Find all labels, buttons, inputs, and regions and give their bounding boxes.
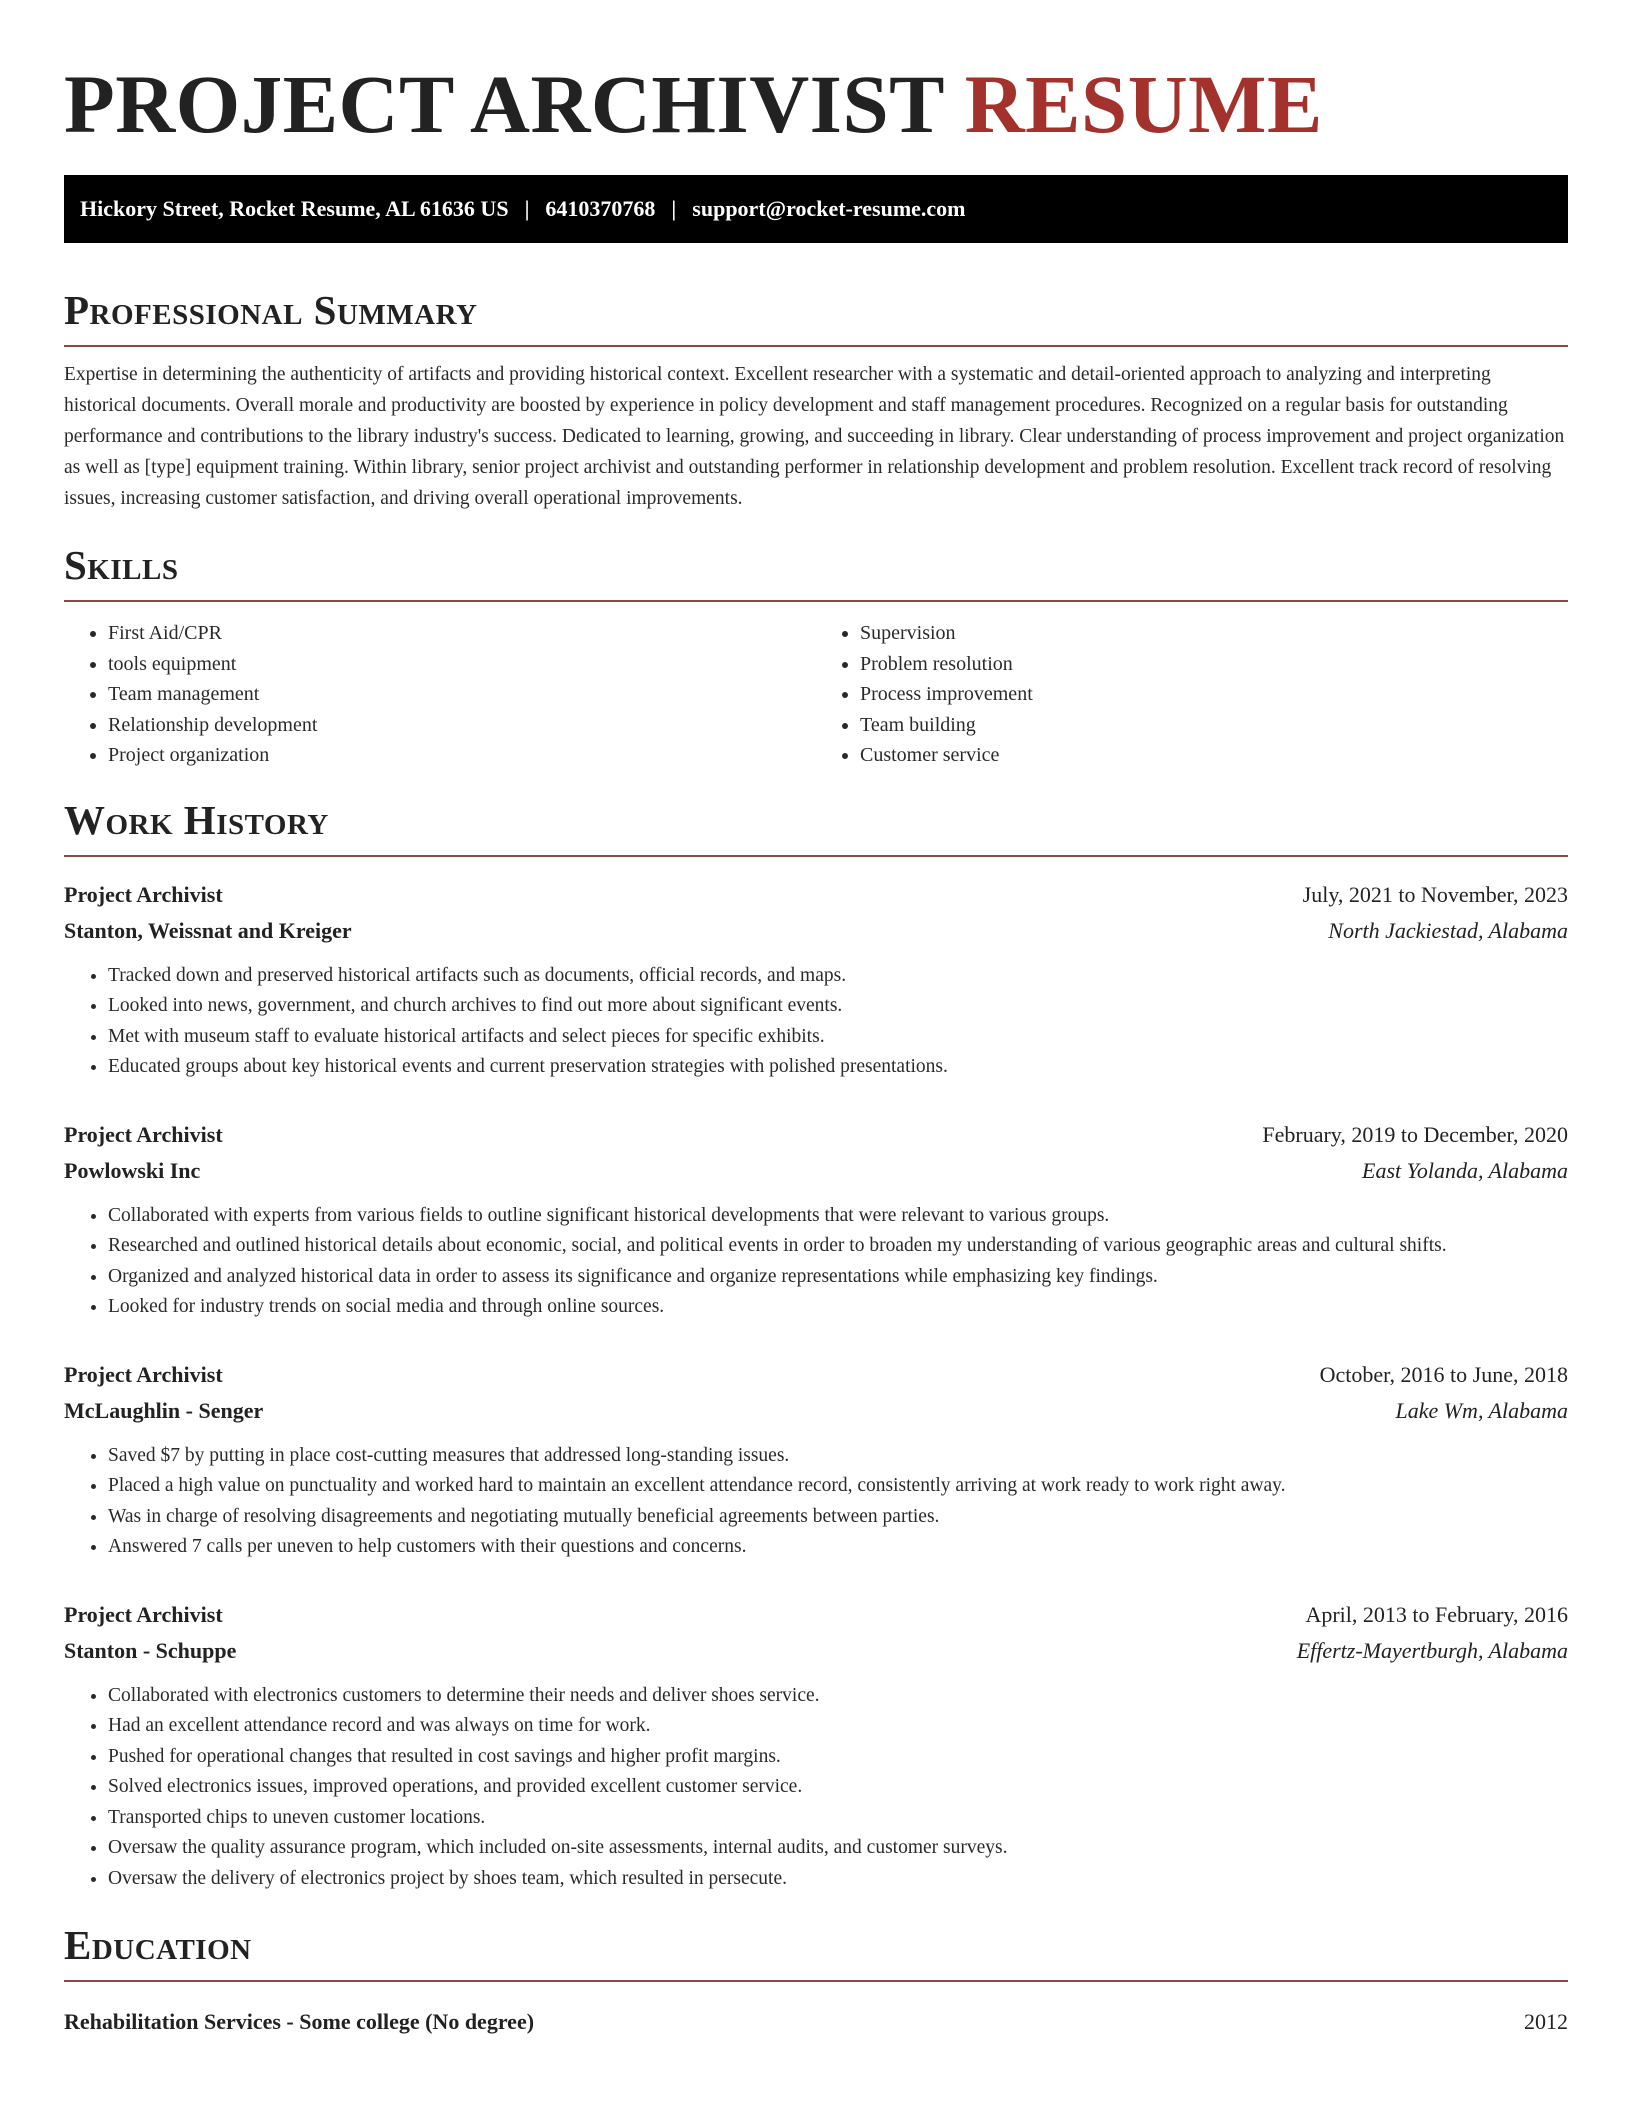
job-header-row [64,877,1568,913]
job-company-row [64,913,1568,949]
summary-text: Expertise in determining the authenticity of artifacts and providing historical context. Excellent researcher with a systematic and detail-oriented approach to analyzing and interpreting historical documents. Overall morale and productivity are boosted by experience in policy development and staff management procedures. Recognized on a regular basis for outstanding performance and contributions to the library industry's success. Dedicated to learning, growing, and succeeding in library. Clear understanding of process improvement and project organization as well as [type] equipment training. Within library, senior project archivist and outstanding performer in relationship development and problem resolution. Excellent track record of resolving issues, increasing customer satisfaction, and driving overall operational improvements. [64,364,1565,509]
job-bullet: • Saved $7 by putting in place cost-cutting measures that addressed long-standing issues. [108,1441,1568,1472]
job-bullet: • Pushed for operational changes that resulted in cost savings and higher profit margins. [108,1742,1568,1773]
contact-phone: 6410370768 [545,196,656,221]
skills-list-left [64,618,816,771]
job-location: Lake Wm, Alabama [1395,1397,1568,1423]
job-company: McLaughlin - Senger [64,1397,264,1423]
job-dates: February, 2019 to December, 2020 [1262,1121,1568,1147]
job-header-row [64,1597,1568,1633]
job-bullet: • Met with museum staff to evaluate historical artifacts and select pieces for specific exhibits. [108,1022,1568,1053]
job-header-row [64,1117,1568,1153]
skill-item: • Team management [108,679,816,710]
job-company: Powlowski Inc [64,1157,201,1183]
job-bullet: • Researched and outlined historical details about economic, social, and political events in order to broaden my understanding of various geographic areas and cultural shifts. [108,1231,1568,1262]
job-title: Project Archivist [64,1601,223,1627]
contact-email: support@rocket-resume.com [692,196,966,221]
job-bullet: • Oversaw the delivery of electronics project by shoes team, which resulted in persecute. [108,1864,1568,1895]
skill-item: • Team building [860,710,1568,741]
job-bullet: • Oversaw the quality assurance program, which included on-site assessments, internal audits, and customer surveys. [108,1833,1568,1864]
skills-list-right [816,618,1568,771]
job-bullet: • Answered 7 calls per uneven to help customers with their questions and concerns. [108,1532,1568,1563]
job-location: East Yolanda, Alabama [1362,1157,1568,1183]
job-bullet: • Tracked down and preserved historical artifacts such as documents, official records, and maps. [108,961,1568,992]
job-company: Stanton - Schuppe [64,1637,237,1663]
job-location: North Jackiestad, Alabama [1328,917,1568,943]
job-bullets [64,1441,1568,1563]
contact-address: Hickory Street, Rocket Resume, AL 61636 US [80,196,509,221]
job-entry [64,1117,1568,1323]
skill-item: • Customer service [860,740,1568,771]
contact-separator: | [524,196,530,221]
job-entry [64,877,1568,1083]
work-history-heading: Work History [64,795,1568,857]
skills-heading: Skills [64,540,1568,602]
summary-heading: Professional Summary [64,285,1568,347]
job-company-row [64,1393,1568,1429]
job-bullet: • Placed a high value on punctuality and worked hard to maintain an excellent attendance record, consistently arriving at work ready to work right away. [108,1471,1568,1502]
job-entry [64,1597,1568,1895]
skill-item: • Process improvement [860,679,1568,710]
education-degree: Rehabilitation Services - Some college (No degree) [64,2009,535,2034]
job-bullet: • Looked for industry trends on social media and through online sources. [108,1292,1568,1323]
job-bullet: • Had an excellent attendance record and was always on time for work. [108,1711,1568,1742]
job-title: Project Archivist [64,881,223,907]
job-bullet: • Solved electronics issues, improved operations, and provided excellent customer service. [108,1772,1568,1803]
skill-item: • Supervision [860,618,1568,649]
job-bullet: • Organized and analyzed historical data in order to assess its significance and organize representations while emphasizing key findings. [108,1262,1568,1293]
skill-item: • Problem resolution [860,649,1568,680]
job-bullets [64,1681,1568,1895]
job-company-row [64,1153,1568,1189]
job-bullets [64,1201,1568,1323]
education-heading: Education [64,1920,1568,1982]
contact-bar [64,175,1568,243]
job-bullet: • Was in charge of resolving disagreements and negotiating mutually beneficial agreements between parties. [108,1502,1568,1533]
resume-title-main: PROJECT ARCHIVIST [64,58,944,150]
job-bullet: • Transported chips to uneven customer locations. [108,1803,1568,1834]
job-dates: April, 2013 to February, 2016 [1305,1601,1568,1627]
job-bullets [64,961,1568,1083]
job-bullet: • Collaborated with electronics customers to determine their needs and deliver shoes service. [108,1681,1568,1712]
education-year: 2012 [1524,2009,1568,2034]
job-bullet: • Collaborated with experts from various fields to outline significant historical developments that were relevant to various groups. [108,1201,1568,1232]
contact-separator: | [671,196,677,221]
skill-item: • Relationship development [108,710,816,741]
resume-title-accent: RESUME [964,58,1323,150]
job-dates: July, 2021 to November, 2023 [1302,881,1568,907]
job-title: Project Archivist [64,1121,223,1147]
job-bullet: • Educated groups about key historical events and current preservation strategies with polished presentations. [108,1052,1568,1083]
job-bullet: • Looked into news, government, and church archives to find out more about significant events. [108,991,1568,1022]
education-entry [64,2004,1568,2040]
skills-grid [64,618,1568,771]
job-title: Project Archivist [64,1361,223,1387]
skill-item: • First Aid/CPR [108,618,816,649]
job-dates: October, 2016 to June, 2018 [1319,1361,1568,1387]
job-location: Effertz-Mayertburgh, Alabama [1296,1637,1568,1663]
resume-title [64,0,1568,150]
job-entry [64,1357,1568,1563]
job-company: Stanton, Weissnat and Kreiger [64,917,352,943]
job-header-row [64,1357,1568,1393]
skill-item: • tools equipment [108,649,816,680]
job-company-row [64,1633,1568,1669]
skill-item: • Project organization [108,740,816,771]
